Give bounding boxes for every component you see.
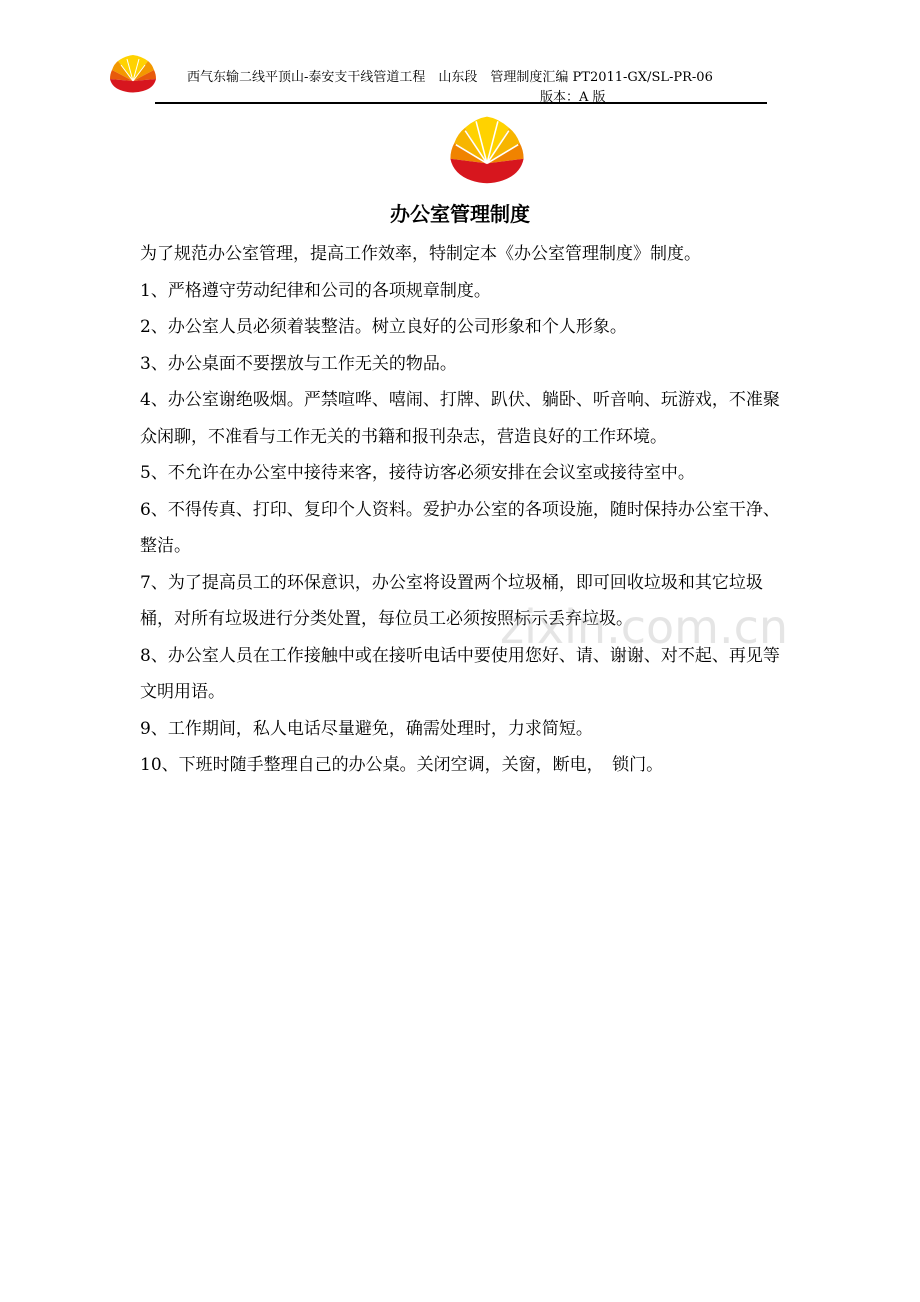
- petrochina-logo-icon: [448, 112, 526, 186]
- intro-paragraph: 为了规范办公室管理，提高工作效率，特制定本《办公室管理制度》制度。: [140, 244, 701, 264]
- header-version: 版本：A 版: [540, 90, 606, 105]
- document-title: 办公室管理制度: [390, 202, 530, 226]
- rule-item-5: 5、不允许在办公室中接待来客，接待访客必须安排在会议室或接待室中。: [140, 463, 695, 483]
- rule-item-7: 7、为了提高员工的环保意识，办公室将设置两个垃圾桶，即可回收垃圾和其它垃圾桶，对所有垃圾进行分类处置，每位员工必须按照标示丢弃垃圾。: [140, 572, 763, 629]
- rule-item-4: 4、办公室谢绝吸烟。严禁喧哗、嘻闹、打牌、趴伏、躺卧、听音响、玩游戏，不准聚众闲聊，不准看与工作无关的书籍和报刊杂志，营造良好的工作环境。: [140, 390, 780, 447]
- rule-item-9: 9、工作期间，私人电话尽量避免，确需处理时，力求简短。: [140, 718, 593, 739]
- watermark-text: zixin.com.cn: [500, 600, 789, 654]
- rule-item-3: 3、办公桌面不要摆放与工作无关的物品。: [140, 353, 457, 374]
- document-body: [140, 236, 790, 784]
- rule-item-10: 10、下班时随手整理自己的办公桌。关闭空调，关窗，断电， 锁门。: [140, 755, 664, 775]
- rule-item-1: 1、严格遵守劳动纪律和公司的各项规章制度。: [140, 280, 491, 301]
- header-divider: [155, 102, 767, 104]
- header-logo-icon: [108, 50, 158, 94]
- rule-item-2: 2、办公室人员必须着装整洁。树立良好的公司形象和个人形象。: [140, 317, 627, 337]
- header-project-title: 西气东输二线平顶山-泰安支干线管道工程 山东段 管理制度汇编 PT2011-GX/SL-PR-06: [187, 70, 713, 85]
- rule-item-8: 8、办公室人员在工作接触中或在接听电话中要使用您好、请、谢谢、对不起、再见等文明用语。: [140, 645, 780, 702]
- rule-item-6: 6、不得传真、打印、复印个人资料。爱护办公室的各项设施，随时保持办公室干净、整洁。: [140, 499, 780, 556]
